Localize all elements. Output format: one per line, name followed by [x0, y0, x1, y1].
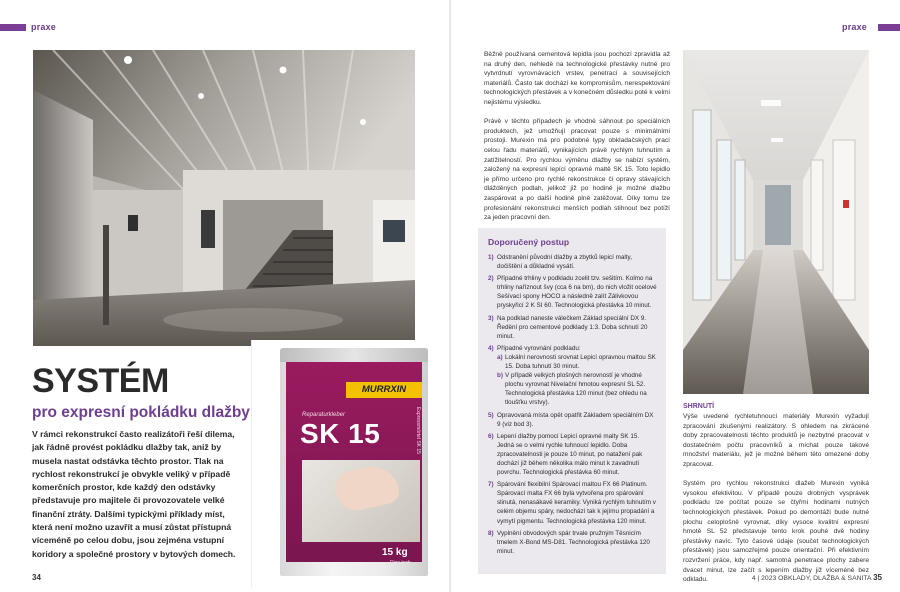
product-side-text: Expressmörtel SK 15: [415, 407, 421, 454]
step-number: 6): [488, 432, 494, 440]
product-spec: Dies tech: [390, 560, 411, 566]
step-number: 4): [488, 344, 494, 352]
step-number: b): [497, 372, 503, 380]
product-image: [252, 340, 460, 588]
article-title: SYSTÉM: [32, 362, 169, 400]
summary-title: SHRNUTÍ: [683, 403, 715, 410]
product-name: Reparaturkleber: [302, 412, 346, 418]
step-text: Případné trhliny v podkladu zcelit tzv. sešitím. Kolmo na trhliny naříznout švy (cca 6 na bm), do nich vložit ocelové Sešívací spony HOCO a následně zalít Zálivkovou pryskyřicí 2 K SI 60. Technologická přestávka 10 minut.: [497, 275, 657, 310]
summary-paragraph: Systém pro rychlou rekonstrukci dlažeb Murexin vyniká vysokou efektivitou. V případě pouze drobných vysprávek podkladu lze počítat pouze se čtyřmi hodinami nutných technologických přestávek. Pokud po demontáži bude nutné plochu celoplošně vyrovnat, díky vysoce kvalitní expresní hmotě SL 52 představuje tento krok pouhé dvě hodiny přestávky navíc. Tyto časové údaje (součet technologických přestávek) jsou samozřejmě pouze orientační. Při efektivním rozvržení práce, kdy např. samotná penetrace plochy zabere dvacet minut, lze začít s lepením dlažby již víceméně bez odkladu.: [683, 480, 869, 584]
footer-right: [752, 573, 882, 582]
praxe-bar-right: [878, 24, 900, 31]
step-number: 5): [488, 411, 494, 419]
step-number: 1): [488, 254, 494, 261]
bag-label: [286, 362, 422, 566]
summary-column: [683, 412, 872, 592]
section-label-left: praxe: [31, 22, 57, 32]
step-number: 8): [488, 529, 494, 537]
issue-label: 4 | 2023 OBKLADY, DLAŽBA & SANITA: [751, 575, 872, 582]
section-label-right: praxe: [842, 22, 868, 32]
procedure-step: [488, 274, 658, 310]
procedure-step: [488, 480, 658, 525]
intro-paragraph: Běžně používaná cementová lepidla jsou pochozí zpravidla až na druhý den, nehledě na technologické přestávky nutné pro vytvrdnutí vyrovnávacích vrstev, penetrací a souvisejících materiálů. Často tak dochází ke kompromisům, nerespektování technologických přestávek a v konečném důsledku poté k velmi nejistému výsledku.: [484, 51, 670, 106]
procedure-step: [488, 314, 658, 341]
article-lead: V rámci rekonstrukcí často realizátoři řeší dilema, jak řádně provést pokládku dlažby tak, aniž by musela nastat odstávka těchto prostor. Tlak na rychlost rekonstrukcí je obvykle veliký v případě komerčních prostor, kde každý den odstávky představuje pro majitele či provozovatele velké finanční ztráty. Dalšími typickými příklady míst, která není možno uzavřít a musí zůstat přístupná víceméně po celou dobu, jsou zejména vstupní koridory a společné prostory v bytových domech.: [32, 429, 236, 559]
lobby-photo: [33, 50, 415, 346]
product-bag: [280, 348, 428, 576]
step-number: 7): [488, 481, 494, 489]
procedure-substep: [497, 353, 658, 371]
bag-seal: [280, 348, 428, 362]
praxe-bar-left: [0, 24, 26, 31]
brand-logo: MURRXIN: [346, 382, 422, 398]
summary-paragraph: Výše uvedené rychletuhnoucí materiály Murexin vyžadují zpracování zkušenými realizátory. S ohledem na zkrácené doby zpracovatelnosti těchto produktů je nezbytné pracovat v dostatečném počtu pracovníků a míchat pouze takové množství materiálu, jež je možné během této omezené doby zpracovat.: [683, 413, 869, 468]
step-text: Lokální nerovnosti srovnat Lepicí opravnou maltou SK 15. Doba tuhnutí 30 minut.: [505, 353, 656, 371]
procedure-list: [488, 253, 658, 559]
procedure-step: [488, 529, 658, 556]
procedure-title: Doporučený postup: [488, 237, 570, 247]
step-text: Spárování flexibilní Spárovací maltou FX 66 Platinum. Spárovací malta FX 66 byla vytvořena pro spárování slinutá, nenasákavé keramiky. Vyniká rychlým tuhnutím v celém objemu spáry, nedochází tak k jejímu propadání a vymytí pigmentu. Technologická přestávka 120 minut.: [497, 481, 656, 525]
step-text: Lepení dlažby pomocí Lepicí opravné malty SK 15. Jedná se o velmi rychle tuhnoucí lepidlo. Doba zpracovatelnosti je pouze 10 minut, po natažení pak dochází již během několika málo minut k zavadnutí povrchu. Technologická přestávka 60 minut.: [497, 432, 643, 477]
step-text: Opravovaná místa opět opatřit Základem speciálním DX 9 (viz bod 3).: [497, 411, 654, 428]
product-code: SK 15: [300, 418, 381, 449]
intro-column: [484, 50, 670, 232]
page-number-left: 34: [32, 573, 41, 582]
step-number: 2): [488, 275, 494, 283]
product-weight: 15 kg: [382, 547, 408, 558]
page-number-right: 35: [873, 573, 882, 582]
step-number: 3): [488, 314, 494, 322]
step-text: Na podklad naneste válečkem Základ speciální DX 9. Ředění pro cementové podklady 1:3. Doba schnutí 20 minut.: [497, 314, 648, 340]
procedure-box: [478, 228, 666, 574]
procedure-substep: [497, 371, 658, 407]
procedure-step: [488, 344, 658, 353]
article-subtitle: pro expresní pokládku dlažby: [32, 404, 250, 421]
step-text: Případné vyrovnání podkladu:: [497, 344, 581, 352]
procedure-step: [488, 432, 658, 477]
step-text: Odstranění původní dlažby a zbytků lepicí malty, dočištění a důkladné vysátí.: [497, 254, 632, 271]
corridor-photo: [683, 50, 869, 394]
intro-paragraph: Právě v těchto případech je vhodné sáhnout po speciálních produktech, jež umožňují pracovat pouze s minimálními prostoji. Murexin má pro podobné typy obkladačských prací celou řadu materiálů, vynikajících právě rychlým tuhnutím a zatížitelností. Pro rychlou výměnu dlažby se nabízí systém, založený na expresní lepící opravné maltě SK 15. Toto lepidlo je přímo určeno pro rychlé rekonstrukce či opravy stávajících dlážděných podlah, jelikož již po hodině je možné dlažbu zaspárovat a po další hodině plně zatěžovat. Díky tomu lze profesionální rekonstrukci menších podlah stihnout bez potíží za jeden pracovní den.: [484, 118, 670, 222]
procedure-step: [488, 253, 658, 271]
procedure-step: [488, 411, 658, 429]
step-text: Vyplnění obvodových spár trvale pružným Těsnicím tmelem X-Bond MS-D81. Technologická přestávka 120 minut.: [497, 529, 650, 555]
step-number: a): [497, 353, 503, 361]
step-text: V případě velkých plošných nerovností je vhodné plochu vyrovnat Nivelační hmotou expresní SL 52. Technologická přestávka 120 minut (bez ohledu na tloušťku vrstvy).: [505, 372, 647, 407]
